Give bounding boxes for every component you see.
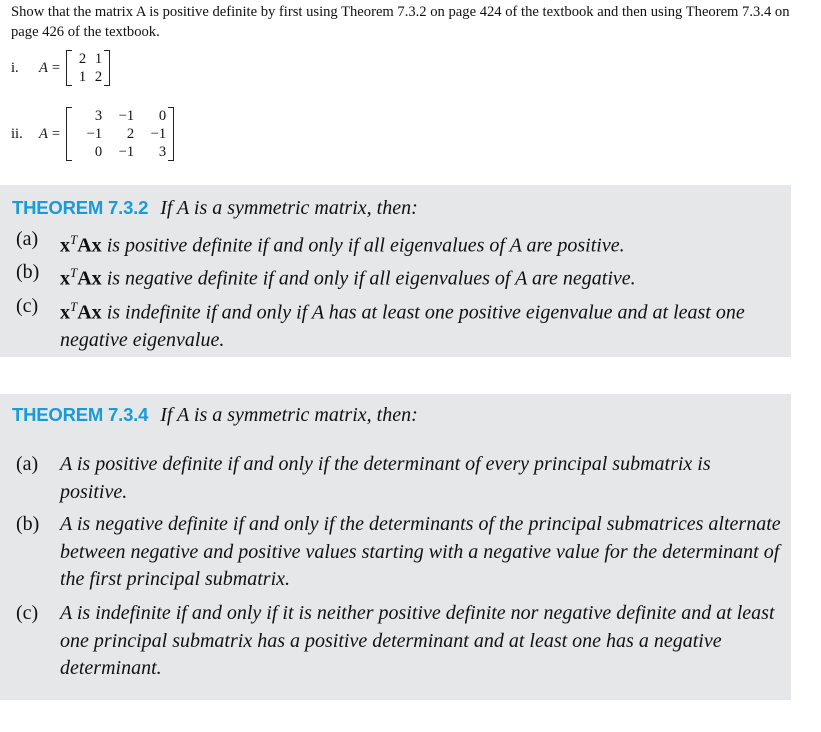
part-text: $x^TAx$ is indefinite if and only if A has at least one positive eigenvalue and at least one negative eigenvalue. — [60, 299, 745, 352]
theorem-label: THEOREM 7.3.2 — [12, 197, 149, 218]
theorem-part-c — [16, 293, 781, 355]
part-text: A is negative definite if and only if the determinants of the principal submatrices alternate between negative and positive values starting with a negative value for the determinant of the first principal submatrix. — [60, 513, 781, 590]
part-label: (a) — [16, 453, 39, 475]
theorem-heading — [12, 197, 418, 220]
matrix-item-i — [11, 50, 110, 86]
matrix-cell: −1 — [86, 126, 103, 142]
item-number: i. — [11, 59, 19, 76]
matrix-cell: −1 — [118, 144, 135, 160]
theorem-label: THEOREM 7.3.4 — [12, 404, 149, 425]
matrix-cell: 2 — [78, 51, 87, 67]
part-label: (c) — [16, 295, 39, 317]
theorem-part-a — [16, 226, 781, 260]
matrix-cell: 0 — [158, 108, 167, 124]
part-label: (a) — [16, 228, 39, 250]
theorem-part-b — [16, 511, 781, 594]
problem-statement: Show that the matrix A is positive definite by first using Theorem 7.3.2 on page 424 of the textbook and then using Theorem 7.3.4 on page 426 of the textbook. — [11, 4, 790, 40]
matrix-cell: 2 — [94, 69, 103, 85]
matrix-variable: A — [39, 125, 48, 142]
matrix-cell: 1 — [94, 51, 103, 67]
part-text: $x^TAx$ is negative definite if and only if all eigenvalues of A are negative. — [60, 265, 636, 290]
part-label: (b) — [16, 261, 40, 283]
theorem-part-c — [16, 600, 781, 683]
theorem-part-a — [16, 451, 781, 506]
matrix-2x2 — [66, 50, 110, 86]
part-label: (c) — [16, 602, 39, 624]
theorem-7-3-2-box — [0, 185, 791, 357]
matrix-3x3 — [66, 107, 174, 161]
matrix-cell: −1 — [118, 108, 135, 124]
item-number: ii. — [11, 125, 23, 142]
equals-sign: = — [51, 59, 61, 76]
theorem-intro: If A is a symmetric matrix, then: — [160, 197, 418, 219]
theorem-intro: If A is a symmetric matrix, then: — [160, 404, 418, 426]
theorem-heading — [12, 404, 418, 427]
part-text: A is indefinite if and only if it is neither positive definite nor negative definite and at least one principal submatrix has a positive determinant and at least one has a negative determinant. — [60, 602, 775, 679]
part-text: $x^TAx$ is positive definite if and only if all eigenvalues of A are positive. — [60, 232, 625, 257]
theorem-part-b — [16, 259, 781, 293]
equals-sign: = — [51, 125, 61, 142]
matrix-cell: 2 — [126, 126, 135, 142]
theorem-7-3-4-box — [0, 394, 791, 700]
part-label: (b) — [16, 513, 40, 535]
part-text: A is positive definite if and only if the determinant of every principal submatrix is positive. — [60, 453, 711, 503]
matrix-item-ii — [11, 107, 174, 161]
matrix-cell: 0 — [94, 144, 103, 160]
matrix-cell: 1 — [78, 69, 87, 85]
matrix-cell: 3 — [158, 144, 167, 160]
matrix-cell: −1 — [150, 126, 167, 142]
matrix-cell: 3 — [94, 108, 103, 124]
matrix-variable: A — [39, 59, 48, 76]
